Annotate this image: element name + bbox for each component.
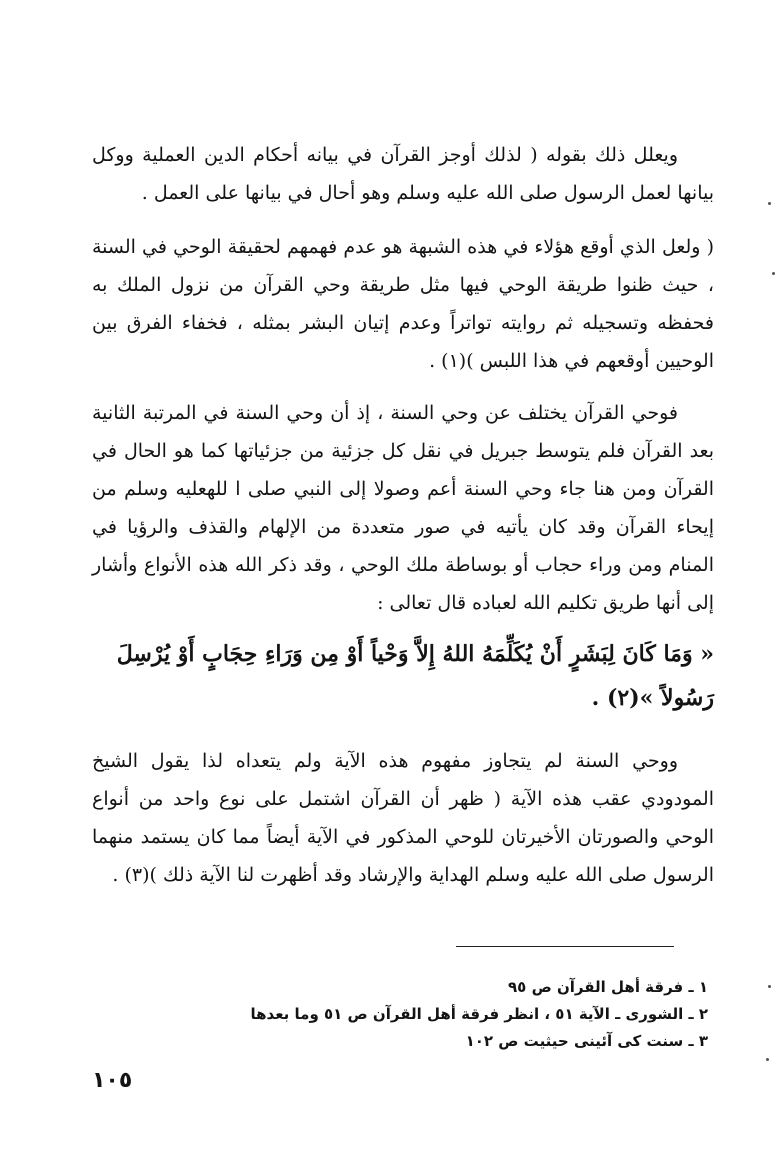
footnotes — [80, 974, 708, 1055]
footnote-3: ٣ ـ سنت كى آئينى حيثيت ص ١٠٢ — [465, 1032, 708, 1050]
page-number: ١٠٥ — [92, 1068, 133, 1093]
margin-speck — [772, 272, 775, 275]
footnote-2: ٢ ـ الشورى ـ الآية ٥١ ، انظر فرقة أهل القرآن ص ٥١ وما بعدها — [250, 1005, 708, 1023]
margin-speck — [766, 1058, 769, 1061]
paragraph-4: ووحي السنة لم يتجاوز مفهوم هذه الآية ولم يتعداه لذا يقول الشيخ المودودي عقب هذه الآية ( ظهر أن القرآن اشتمل على نوع واحد من أنواع الوحي والصورتان الأخيرتان للوحي المذكور في الآية أيضاً مما كان يستمد منهما الرسول صلى الله عليه وسلم الهداية والإرشاد وقد أظهرت لنا الآية ذلك )(٣) . — [92, 750, 714, 886]
paragraph-1: ويعلل ذلك بقوله ( لذلك أوجز القرآن في بيانه أحكام الدين العملية ووكل بيانها لعمل الرسول صلى الله عليه وسلم وهو أحال في بيانها على العمل . — [92, 144, 714, 204]
main-text-lower — [92, 742, 714, 894]
margin-speck — [768, 202, 771, 205]
margin-speck — [768, 985, 771, 988]
quran-verse: « وَمَا كَانَ لِبَشَرٍ أَنْ يُكَلِّمَهُ اللهُ إِلاَّ وَحْياً أَوْ مِن وَرَاءِ حِجَابٍ أَوْ يُرْسِلَ رَسُولاً »(٢) . — [116, 641, 714, 711]
footnote-separator — [456, 946, 674, 947]
paragraph-2: ( ولعل الذي أوقع هؤلاء في هذه الشبهة هو عدم فهمهم لحقيقة الوحي في السنة ، حيث ظنوا طريقة الوحي فيها مثل طريقة وحي القرآن من نزول الملك به فحفظه وتسجيله ثم روايته تواتراً وعدم إتيان البشر بمثله ، فخفاء الفرق بين الوحيين أوقعهم في هذا اللبس )(١) . — [92, 236, 714, 372]
paragraph-3: فوحي القرآن يختلف عن وحي السنة ، إذ أن وحي السنة في المرتبة الثانية بعد القرآن فلم يتوسط جبريل في نقل كل جزئية من جزئياتها كما هو الحال في القرآن ومن هنا جاء وحي السنة أعم وصولا إلى النبي صلى ا للهعليه وسلم من إيحاء القرآن وقد كان يأتيه في صور متعددة من الإلهام والقذف والرؤيا في المنام ومن وراء حجاب أو بوساطة ملك الوحي ، وقد ذكر الله هذه الأنواع وأشار إلى أنها طريق تكليم الله لعباده قال تعالى : — [92, 402, 714, 614]
footnote-1: ١ ـ فرقة أهل القرآن ص ٩٥ — [508, 978, 708, 996]
main-text-upper — [92, 136, 714, 622]
